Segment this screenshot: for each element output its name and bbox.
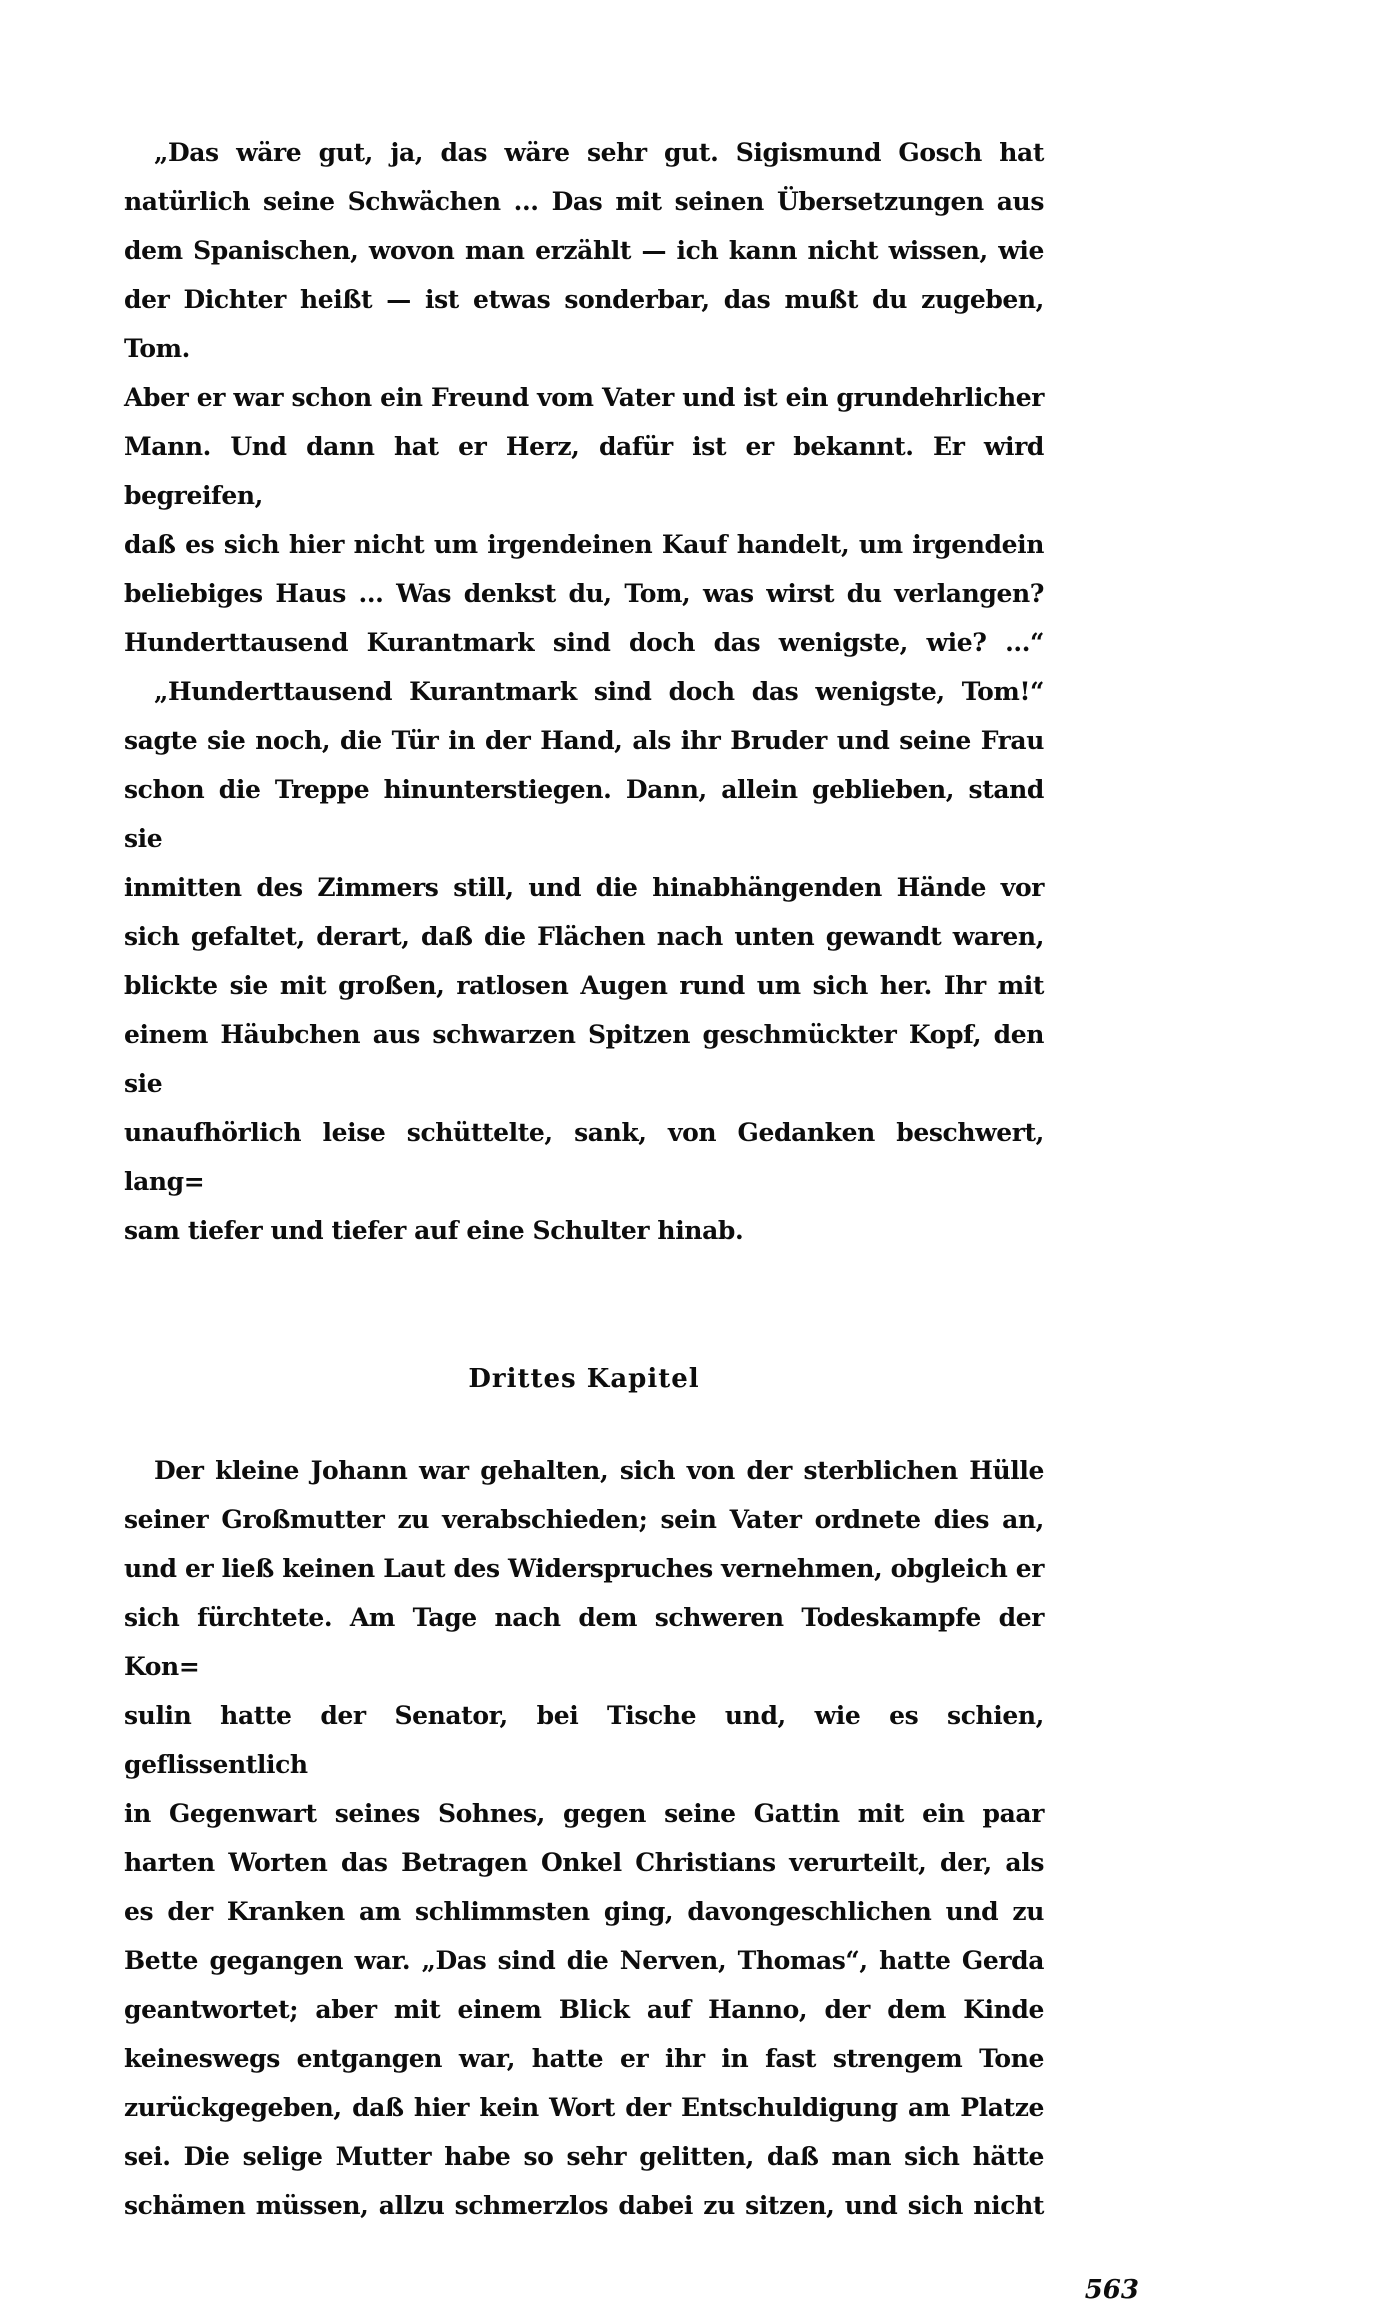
text-line: sam tiefer und tiefer auf eine Schulter hinab. <box>124 1216 744 1245</box>
text-line: und er ließ keinen Laut des Widerspruches vernehmen, obgleich er <box>124 1554 1044 1583</box>
text-line: harten Worten das Betragen Onkel Christians verurteilt, der, als <box>124 1848 1044 1877</box>
text-line: „Das wäre gut, ja, das wäre sehr gut. Sigismund Gosch hat <box>154 138 1044 167</box>
text-line: beliebiges Haus ... Was denkst du, Tom, was wirst du verlangen? <box>124 579 1044 608</box>
text-line: geantwortet; aber mit einem Blick auf Hanno, der dem Kinde <box>124 1995 1044 2024</box>
text-line: Mann. Und dann hat er Herz, dafür ist er bekannt. Er wird begreifen, <box>124 432 1044 510</box>
text-line: dem Spanischen, wovon man erzählt — ich kann nicht wissen, wie <box>124 236 1044 265</box>
text-line: der Dichter heißt — ist etwas sonderbar, das mußt du zugeben, Tom. <box>124 285 1044 363</box>
text-line: Der kleine Johann war gehalten, sich von der sterblichen Hülle <box>154 1456 1044 1485</box>
text-line: zurückgegeben, daß hier kein Wort der Entschuldigung am Platze <box>124 2093 1044 2122</box>
text-line: Bette gegangen war. „Das sind die Nerven, Thomas“, hatte Gerda <box>124 1946 1044 1975</box>
text-line: sagte sie noch, die Tür in der Hand, als ihr Bruder und seine Frau <box>124 726 1044 755</box>
text-line: es der Kranken am schlimmsten ging, davongeschlichen und zu <box>124 1897 1044 1926</box>
text-line: schämen müssen, allzu schmerzlos dabei zu sitzen, und sich nicht <box>124 2191 1044 2220</box>
text-line: Aber er war schon ein Freund vom Vater und ist ein grundehrlicher <box>124 383 1044 412</box>
text-line: blickte sie mit großen, ratlosen Augen rund um sich her. Ihr mit <box>124 971 1044 1000</box>
text-line: in Gegenwart seines Sohnes, gegen seine Gattin mit ein paar <box>124 1799 1044 1828</box>
text-line: seiner Großmutter zu verabschieden; sein Vater ordnete dies an, <box>124 1505 1044 1534</box>
text-line: daß es sich hier nicht um irgendeinen Kauf handelt, um irgendein <box>124 530 1044 559</box>
text-line: sulin hatte der Senator, bei Tische und, wie es schien, geflissentlich <box>124 1701 1044 1779</box>
text-line: unaufhörlich leise schüttelte, sank, von Gedanken beschwert, lang= <box>124 1118 1044 1196</box>
text-line: sei. Die selige Mutter habe so sehr gelitten, daß man sich hätte <box>124 2142 1044 2171</box>
paragraph <box>124 1446 1044 2230</box>
text-line: einem Häubchen aus schwarzen Spitzen geschmückter Kopf, den sie <box>124 1020 1044 1098</box>
text-line: sich fürchtete. Am Tage nach dem schweren Todeskampfe der Kon= <box>124 1603 1044 1681</box>
text-line: inmitten des Zimmers still, und die hinabhängenden Hände vor <box>124 873 1044 902</box>
text-line: sich gefaltet, derart, daß die Flächen nach unten gewandt waren, <box>124 922 1044 951</box>
text-line: keineswegs entgangen war, hatte er ihr in fast strengem Tone <box>124 2044 1044 2073</box>
text-line: Hunderttausend Kurantmark sind doch das wenigste, wie? ...“ <box>124 628 1044 657</box>
text-line: natürlich seine Schwächen ... Das mit seinen Übersetzungen aus <box>124 187 1044 216</box>
page-content <box>124 128 1044 2230</box>
page-number: 563 <box>1084 2275 1139 2305</box>
paragraph <box>124 667 1044 1255</box>
text-line: schon die Treppe hinunterstiegen. Dann, allein geblieben, stand sie <box>124 775 1044 853</box>
text-line: „Hunderttausend Kurantmark sind doch das wenigste, Tom!“ <box>154 677 1044 706</box>
chapter-heading: Drittes Kapitel <box>468 1364 700 1394</box>
paragraph <box>124 128 1044 667</box>
